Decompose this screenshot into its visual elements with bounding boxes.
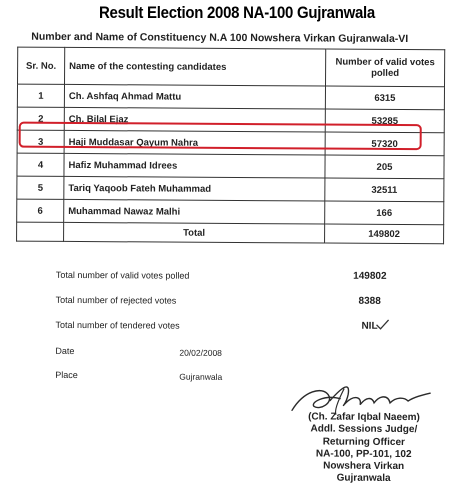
- header-sr-no: Sr. No.: [18, 47, 65, 84]
- rejected-votes-value: 8388: [358, 295, 381, 307]
- officer-district: Gujranwala: [336, 473, 391, 485]
- table-row: [17, 176, 444, 202]
- row-votes: 57320: [325, 132, 444, 156]
- row-candidate-name: Muhammad Nawaz Malhi: [64, 199, 325, 224]
- header-candidate-name: Name of the contesting candidates: [65, 47, 326, 86]
- row-votes: 6315: [325, 86, 444, 110]
- row-sr-no: 1: [17, 84, 64, 107]
- total-value: 149802: [325, 224, 444, 244]
- row-sr-no: 6: [17, 199, 64, 222]
- table-row: [17, 153, 444, 179]
- total-label: Total: [64, 222, 325, 243]
- row-sr-no: 3: [17, 130, 64, 153]
- officer-constituencies: NA-100, PP-101, 102: [315, 448, 412, 460]
- officer-name: (Ch. Zafar Iqbal Naeem): [308, 411, 420, 424]
- row-sr-no: 2: [17, 107, 64, 130]
- row-candidate-name: Ch. Bilal Ejaz: [64, 107, 325, 132]
- rejected-votes-label: Total number of rejected votes: [55, 294, 177, 306]
- valid-votes-label: Total number of valid votes polled: [55, 269, 190, 281]
- row-votes: 53285: [325, 109, 444, 133]
- date-label: Date: [55, 345, 75, 356]
- row-votes: 205: [325, 155, 444, 179]
- officer-role: Returning Officer: [322, 436, 405, 448]
- winner-highlight-box: [19, 122, 422, 150]
- table-row: [17, 199, 444, 225]
- tick-mark-icon: [376, 319, 390, 331]
- table-header-row: [18, 47, 445, 87]
- returning-officer-signature-block: [289, 411, 439, 486]
- total-empty-cell: [17, 222, 64, 241]
- document-title: Result Election 2008 NA-100 Gujranwala: [99, 3, 375, 22]
- table-row: [17, 84, 444, 110]
- officer-title: Addl. Sessions Judge/: [310, 423, 418, 436]
- date-value: 20/02/2008: [179, 347, 222, 358]
- row-votes: 32511: [325, 178, 444, 202]
- place-label: Place: [55, 369, 78, 381]
- row-candidate-name: Haji Muddasar Qayum Nahra: [64, 130, 325, 155]
- officer-town: Nowshera Virkan: [323, 460, 405, 473]
- tendered-votes-value: NIL: [361, 320, 378, 332]
- place-value: Gujranwala: [179, 371, 223, 382]
- header-valid-votes: Number of valid votes polled: [326, 49, 445, 87]
- constituency-subtitle: Number and Name of Constituency N.A 100 Nowshera Virkan Gujranwala-VI: [31, 30, 409, 46]
- row-candidate-name: Ch. Ashfaq Ahmad Mattu: [64, 84, 325, 109]
- row-votes: 166: [325, 201, 444, 225]
- row-candidate-name: Tariq Yaqoob Fateh Muhammad: [64, 176, 325, 201]
- table-total-row: [17, 222, 444, 244]
- valid-votes-value: 149802: [353, 270, 387, 282]
- row-sr-no: 5: [17, 176, 64, 199]
- row-candidate-name: Hafiz Muhammad Idrees: [64, 153, 325, 178]
- tendered-votes-label: Total number of tendered votes: [55, 319, 180, 331]
- row-sr-no: 4: [17, 153, 64, 176]
